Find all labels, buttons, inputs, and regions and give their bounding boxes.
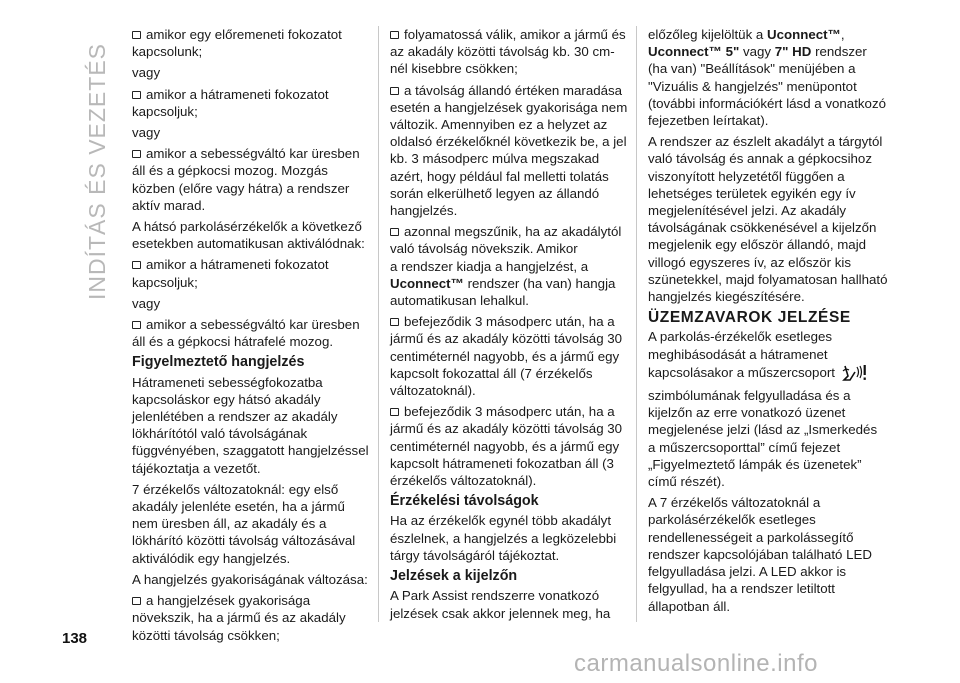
- text-run: szimbólumának felgyulladása és a kijelzőn az erre vonatkozó üzenet megjelenése jelzi (lásd az „Ismerkedés a műszercsoporttal” című fejezet „Figyelmeztető lámpák és üzenetek” című részét).: [648, 388, 878, 490]
- parking-sensor-warning-icon: [841, 363, 867, 387]
- bullet-item: amikor a hátrameneti fokozatot kapcsoljuk;: [132, 86, 372, 120]
- bullet-item: befejeződik 3 másodperc után, ha a jármű és az akadály közötti távolság 30 centiméternél nagyobb, és a jármű egy kapcsolt fokozattal áll (7 érzékelős változatoknál).: [390, 313, 630, 399]
- brand-name: Uconnect™: [767, 27, 841, 42]
- bullet-item: amikor a sebességváltó kar üresben áll és a gépkocsi mozog. Mozgás közben (előre vagy hátra) a rendszer aktív marad.: [132, 145, 372, 214]
- paragraph: [648, 328, 888, 490]
- paragraph: A hangjelzés gyakoriságának változása:: [132, 571, 368, 587]
- section-heading: Figyelmeztető hangjelzés: [132, 354, 305, 371]
- text-run: rendszer (ha van) hangja automatikusan lehalkul.: [390, 275, 616, 309]
- column-2: [390, 26, 630, 626]
- paragraph: vagy: [132, 295, 161, 311]
- page-number: 138: [62, 630, 88, 647]
- text-run: a rendszer kiadja a hangjelzést, a: [390, 258, 589, 274]
- bullet-item: amikor a hátrameneti fokozatot kapcsoljuk;: [132, 256, 372, 290]
- column-divider: [636, 26, 637, 622]
- paragraph: Hátrameneti sebességfokozatba kapcsoláskor egy hátsó akadály jelenlétében a rendszer az akadály lökhárítótól való távolságának függvényében, szaggatott hangjelzéssel tájékoztatja a vezetőt.: [132, 374, 369, 476]
- text-run: rendszer (ha van) "Beállítások" menüjében a "Vizuális & hangjelzés" menüpontot (további információkért lásd a vonatkozó fejezetben leírtakat).: [648, 44, 886, 129]
- brand-name: Uconnect™ 5": [648, 44, 740, 60]
- column-divider: [378, 26, 379, 622]
- text-run: vagy: [742, 44, 772, 60]
- section-title-text: INDÍTÁS ÉS VEZETÉS: [84, 43, 110, 300]
- bullet-item: amikor egy előremeneti fokozatot kapcsolunk;: [132, 26, 372, 60]
- paragraph: A 7 érzékelős változatoknál a parkolásérzékelők esetleges rendellenességeit a parkolássegítő rendszer kapcsolójában található LED felgyulladása jelzi. A LED akkor is felgyullad, ha a rendszer letiltott állapotban áll.: [648, 495, 872, 614]
- column-1: [132, 26, 372, 648]
- paragraph: vagy: [132, 125, 161, 141]
- paragraph: Ha az érzékelők egynél több akadályt észlelnek, a hangjelzés a legközelebbi tárgy távolságáról tájékoztat.: [390, 513, 617, 563]
- paragraph: A Park Assist rendszerre vonatkozó jelzések csak akkor jelennek meg, ha: [390, 588, 611, 621]
- text-run: előzőleg kijelöltük a: [648, 27, 764, 42]
- text-run: A parkolás-érzékelők esetleges meghibásodását a hátramenet kapcsolásakor a műszercsoport: [648, 329, 835, 380]
- section-heading: ÜZEMZAVAROK JELZÉSE: [648, 309, 851, 327]
- bullet-item: folyamatossá válik, amikor a jármű és az akadály közötti távolság kb. 30 cm-nél kisebbre csökken;: [390, 26, 630, 78]
- section-heading: Érzékelési távolságok: [390, 493, 539, 510]
- paragraph: [390, 258, 630, 310]
- text-run: ,: [840, 27, 845, 42]
- bullet-item: a távolság állandó értéken maradása esetén a hangjelzések gyakorisága nem változik. Amennyiben ez a helyzet az oldalsó érzékelőknél következik be, a jel kb. 3 másodperc múlva megszakad azért, hogy például fal melletti tolatás során elkerülhető legyen az állandó hangjelzés.: [390, 82, 630, 220]
- column-3: [648, 26, 888, 619]
- section-heading: Jelzések a kijelzőn: [390, 568, 518, 585]
- brand-name: 7" HD: [774, 44, 812, 60]
- bullet-item: befejeződik 3 másodperc után, ha a jármű és az akadály közötti távolság 30 centiméternél nagyobb, és a jármű egy kapcsolt hátrameneti fokozatban áll (3 érzékelős változatoknál).: [390, 403, 630, 489]
- watermark: carmanualsonline.info: [574, 650, 818, 677]
- bullet-item: amikor a sebességváltó kar üresben áll és a gépkocsi hátrafelé mozog.: [132, 316, 372, 350]
- paragraph: A hátsó parkolásérzékelők a következő esetekben automatikusan aktiválódnak:: [132, 219, 365, 252]
- paragraph: [648, 26, 888, 129]
- bullet-item: azonnal megszűnik, ha az akadálytól való távolság növekszik. Amikor: [390, 223, 630, 257]
- paragraph: A rendszer az észlelt akadályt a tárgytól való távolság és annak a gépkocsihoz viszonyított helyzetétől függően a lehetséges területek egyikén egy ív megjelenítésével jelzi. Az akadály távolságának csökkenésével a kijelzőn megjelenik egy először állandó, majd villogó egyszeres ív, az először kis szünetekkel, majd folyamatosan hallható hangjelzés kiegészítésére.: [648, 134, 888, 305]
- paragraph: 7 érzékelős változatoknál: egy első akadály jelenléte esetén, ha a jármű nem üresben áll, az akadály és a lökhárító közötti távolság változásával aktiválódik egy hangjelzés.: [132, 481, 356, 566]
- paragraph: vagy: [132, 65, 161, 81]
- brand-name: Uconnect™: [390, 275, 464, 291]
- bullet-item: a hangjelzések gyakorisága növekszik, ha a jármű és az akadály közötti távolság csökken;: [132, 592, 372, 644]
